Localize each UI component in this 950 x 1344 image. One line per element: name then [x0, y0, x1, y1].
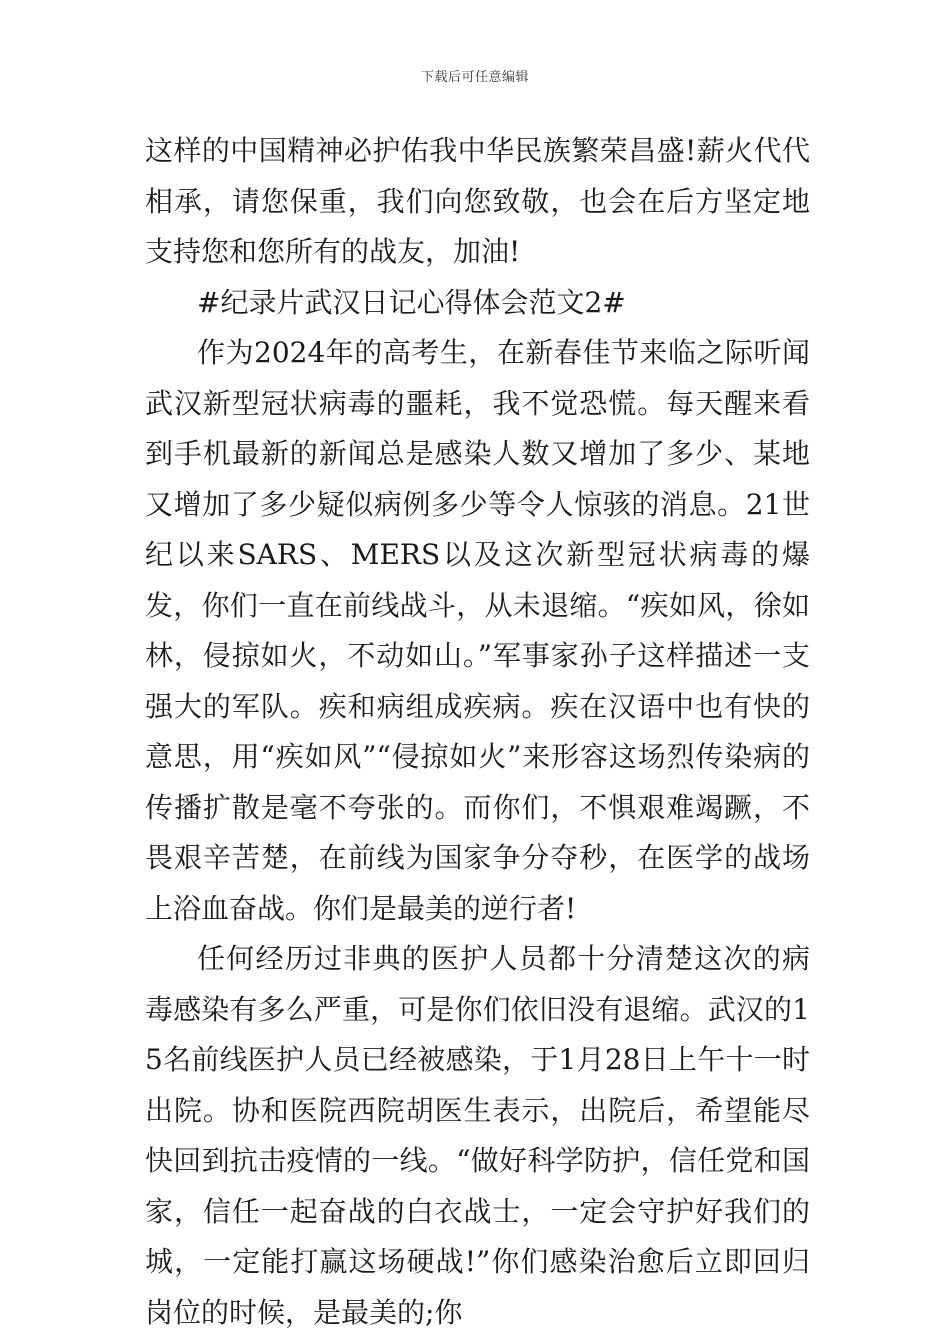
paragraph: 任何经历过非典的医护人员都十分清楚这次的病毒感染有多么严重，可是你们依旧没有退缩。武汉的15名前线医护人员已经被感染，于1月28日上午十一时出院。协和医院西院胡医生表示，出院后，希望能尽快回到抗击疫情的一线。“做好科学防护，信任党和国家，信任一起奋战的白衣战士，一定会守护好我们的城，一定能打赢这场硬战!”你们感染治愈后立即回归岗位的时候，是最美的;你 [145, 942, 810, 1329]
paragraph: 作为2024年的高考生，在新春佳节来临之际听闻武汉新型冠状病毒的噩耗，我不觉恐慌。每天醒来看到手机最新的新闻总是感染人数又增加了多少、某地又增加了多少疑似病例多少等令人惊骇的消息。21世纪以来SARS、MERS以及这次新型冠状病毒的爆发，你们一直在前线战斗，从未退缩。“疾如风，徐如林，侵掠如火，不动如山。”军事家孙子这样描述一支强大的军队。疾和病组成疾病。疾在汉语中也有快的意思，用“疾如风”“侵掠如火”来形容这场烈传染病的传播扩散是毫不夸张的。而你们，不惧艰难竭蹶，不畏艰辛苦楚，在前线为国家争分夺秒，在医学的战场上浴血奋战。你们是最美的逆行者! [145, 336, 810, 925]
document-body [145, 126, 810, 1338]
page-header: 下载后可任意编辑 [420, 70, 529, 85]
section-heading: #纪录片武汉日记心得体会范文2# [197, 285, 626, 319]
paragraph-continuation: 这样的中国精神必护佑我中华民族繁荣昌盛!薪火代代相承，请您保重，我们向您致敬，也会在后方坚定地支持您和您所有的战友，加油! [145, 134, 810, 268]
